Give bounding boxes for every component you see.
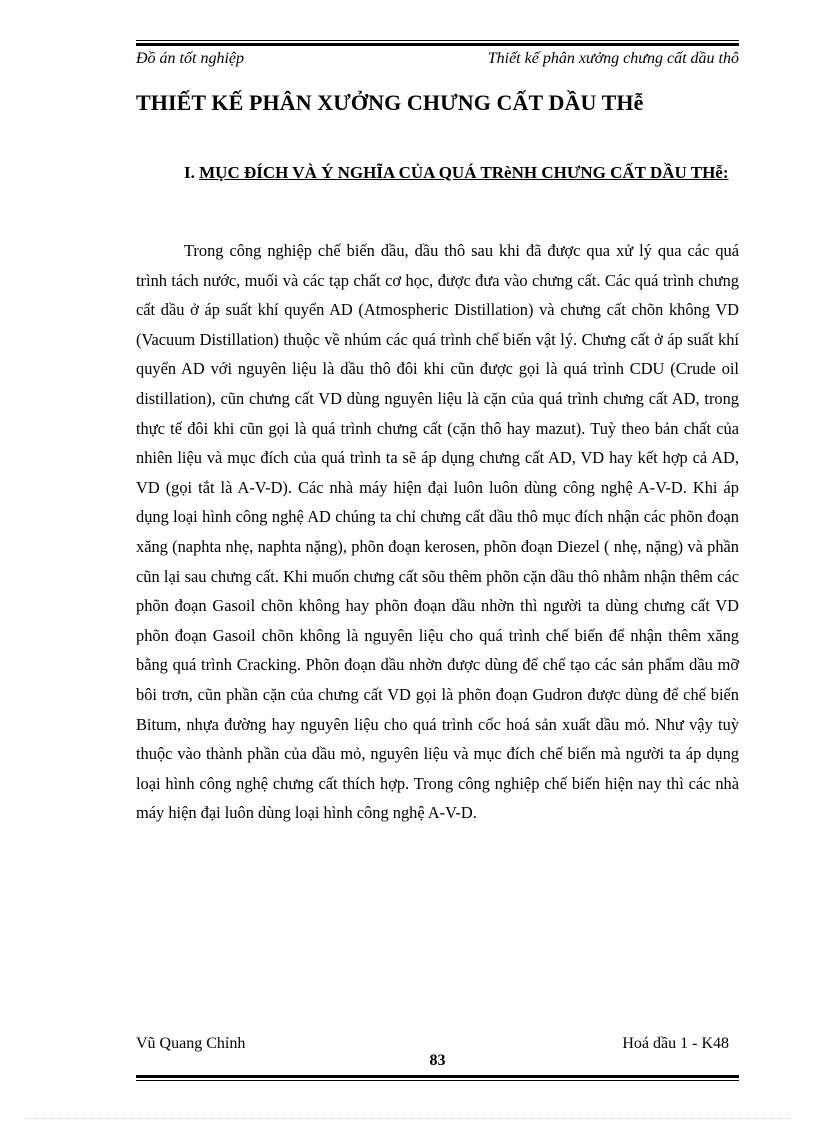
page-number: 83 <box>429 1052 446 1069</box>
section-heading-text: MỤC ĐÍCH VÀ Ý NGHĨA CỦA QUÁ TRèNH CHƯNG CẤT DẦU THễ: <box>199 163 729 182</box>
running-header <box>136 48 739 70</box>
header-right-text: Thiết kế phân xưởng chưng cất dầu thô <box>487 50 739 67</box>
document-page <box>136 0 739 1123</box>
footer-rule-thin <box>136 1080 739 1081</box>
footer-class: Hoá dầu 1 - K48 <box>622 1035 729 1052</box>
header-left-text: Đồ án tốt nghiệp <box>136 50 244 67</box>
header-rule-thin <box>136 40 739 41</box>
header-rule-thick <box>136 43 739 46</box>
page-bottom-edge <box>26 1118 790 1119</box>
body-paragraph: Trong công nghiệp chế biến dầu, dầu thô sau khi đã được qua xử lý qua các quá trình tách nước, muối và các tạp chất cơ học, được đưa vào chưng cất. Các quá trình chưng cất dầu ở áp suất khí quyển AD (Atmospheric Distillation) và chưng cất chõn không VD (Vacuum Distillation) thuộc về nhúm các quá trình chế biến vật lý. Chưng cất ở áp suất khí quyển AD với nguyên liệu là dầu thô đôi khi cũn được gọi là quá trình CDU (Crude oil distillation), cũn chưng cất VD dùng nguyên liệu là cặn của quá trình chưng cất AD, trong thực tế đôi khi cũn gọi là quá trình chưng cất (cặn thô hay mazut). Tuỳ theo bản chất của nhiên liệu và mục đích của quá trình ta sẽ áp dụng chưng cất AD, VD hay kết hợp cả AD, VD (gọi tắt là A-V-D). Các nhà máy hiện đại luôn luôn dùng công nghệ A-V-D. Khi áp dụng loại hình công nghệ AD chúng ta chỉ chưng cất dầu thô mục đích nhận các phõn đoạn xăng (naphta nhẹ, naphta nặng), phõn đoạn kerosen, phõn đoạn Diezel ( nhẹ, nặng) và phần cũn lại sau chưng cất. Khi muốn chưng cất sõu thêm phõn cặn dầu thô nhằm nhận thêm các phõn đoạn Gasoil chõn không hay phõn đoạn dầu nhờn thì người ta dùng chưng cất VD phõn đoạn Gasoil chõn không là nguyên liệu cho quá trình chế biến để nhận thêm xăng bằng quá trình Cracking. Phõn đoạn dầu nhờn được dùng để chế tạo các sản phẩm dầu mỡ bôi trơn, cũn phần cặn của chưng cất VD gọi là phõn đoạn Gudron được dùng để chế biến Bitum, nhựa đường hay nguyên liệu cho quá trình cốc hoá sản xuất dầu mỏ. Như vậy tuỳ thuộc vào thành phần của dầu mỏ, nguyên liệu và mục đích chế biến mà người ta áp dụng loại hình công nghệ chưng cất thích hợp. Trong công nghiệp chế biến hiện nay thì các nhà máy hiện đại luôn dùng loại hình công nghệ A-V-D. <box>136 241 739 823</box>
section-heading <box>136 158 739 188</box>
footer-author: Vũ Quang Chỉnh <box>136 1035 246 1052</box>
footer-rule-thick <box>136 1075 739 1078</box>
document-title: THIẾT KẾ PHÂN XƯỞNG CHƯNG CẤT DẦU THễ <box>136 90 644 115</box>
section-number: I. <box>184 163 195 182</box>
